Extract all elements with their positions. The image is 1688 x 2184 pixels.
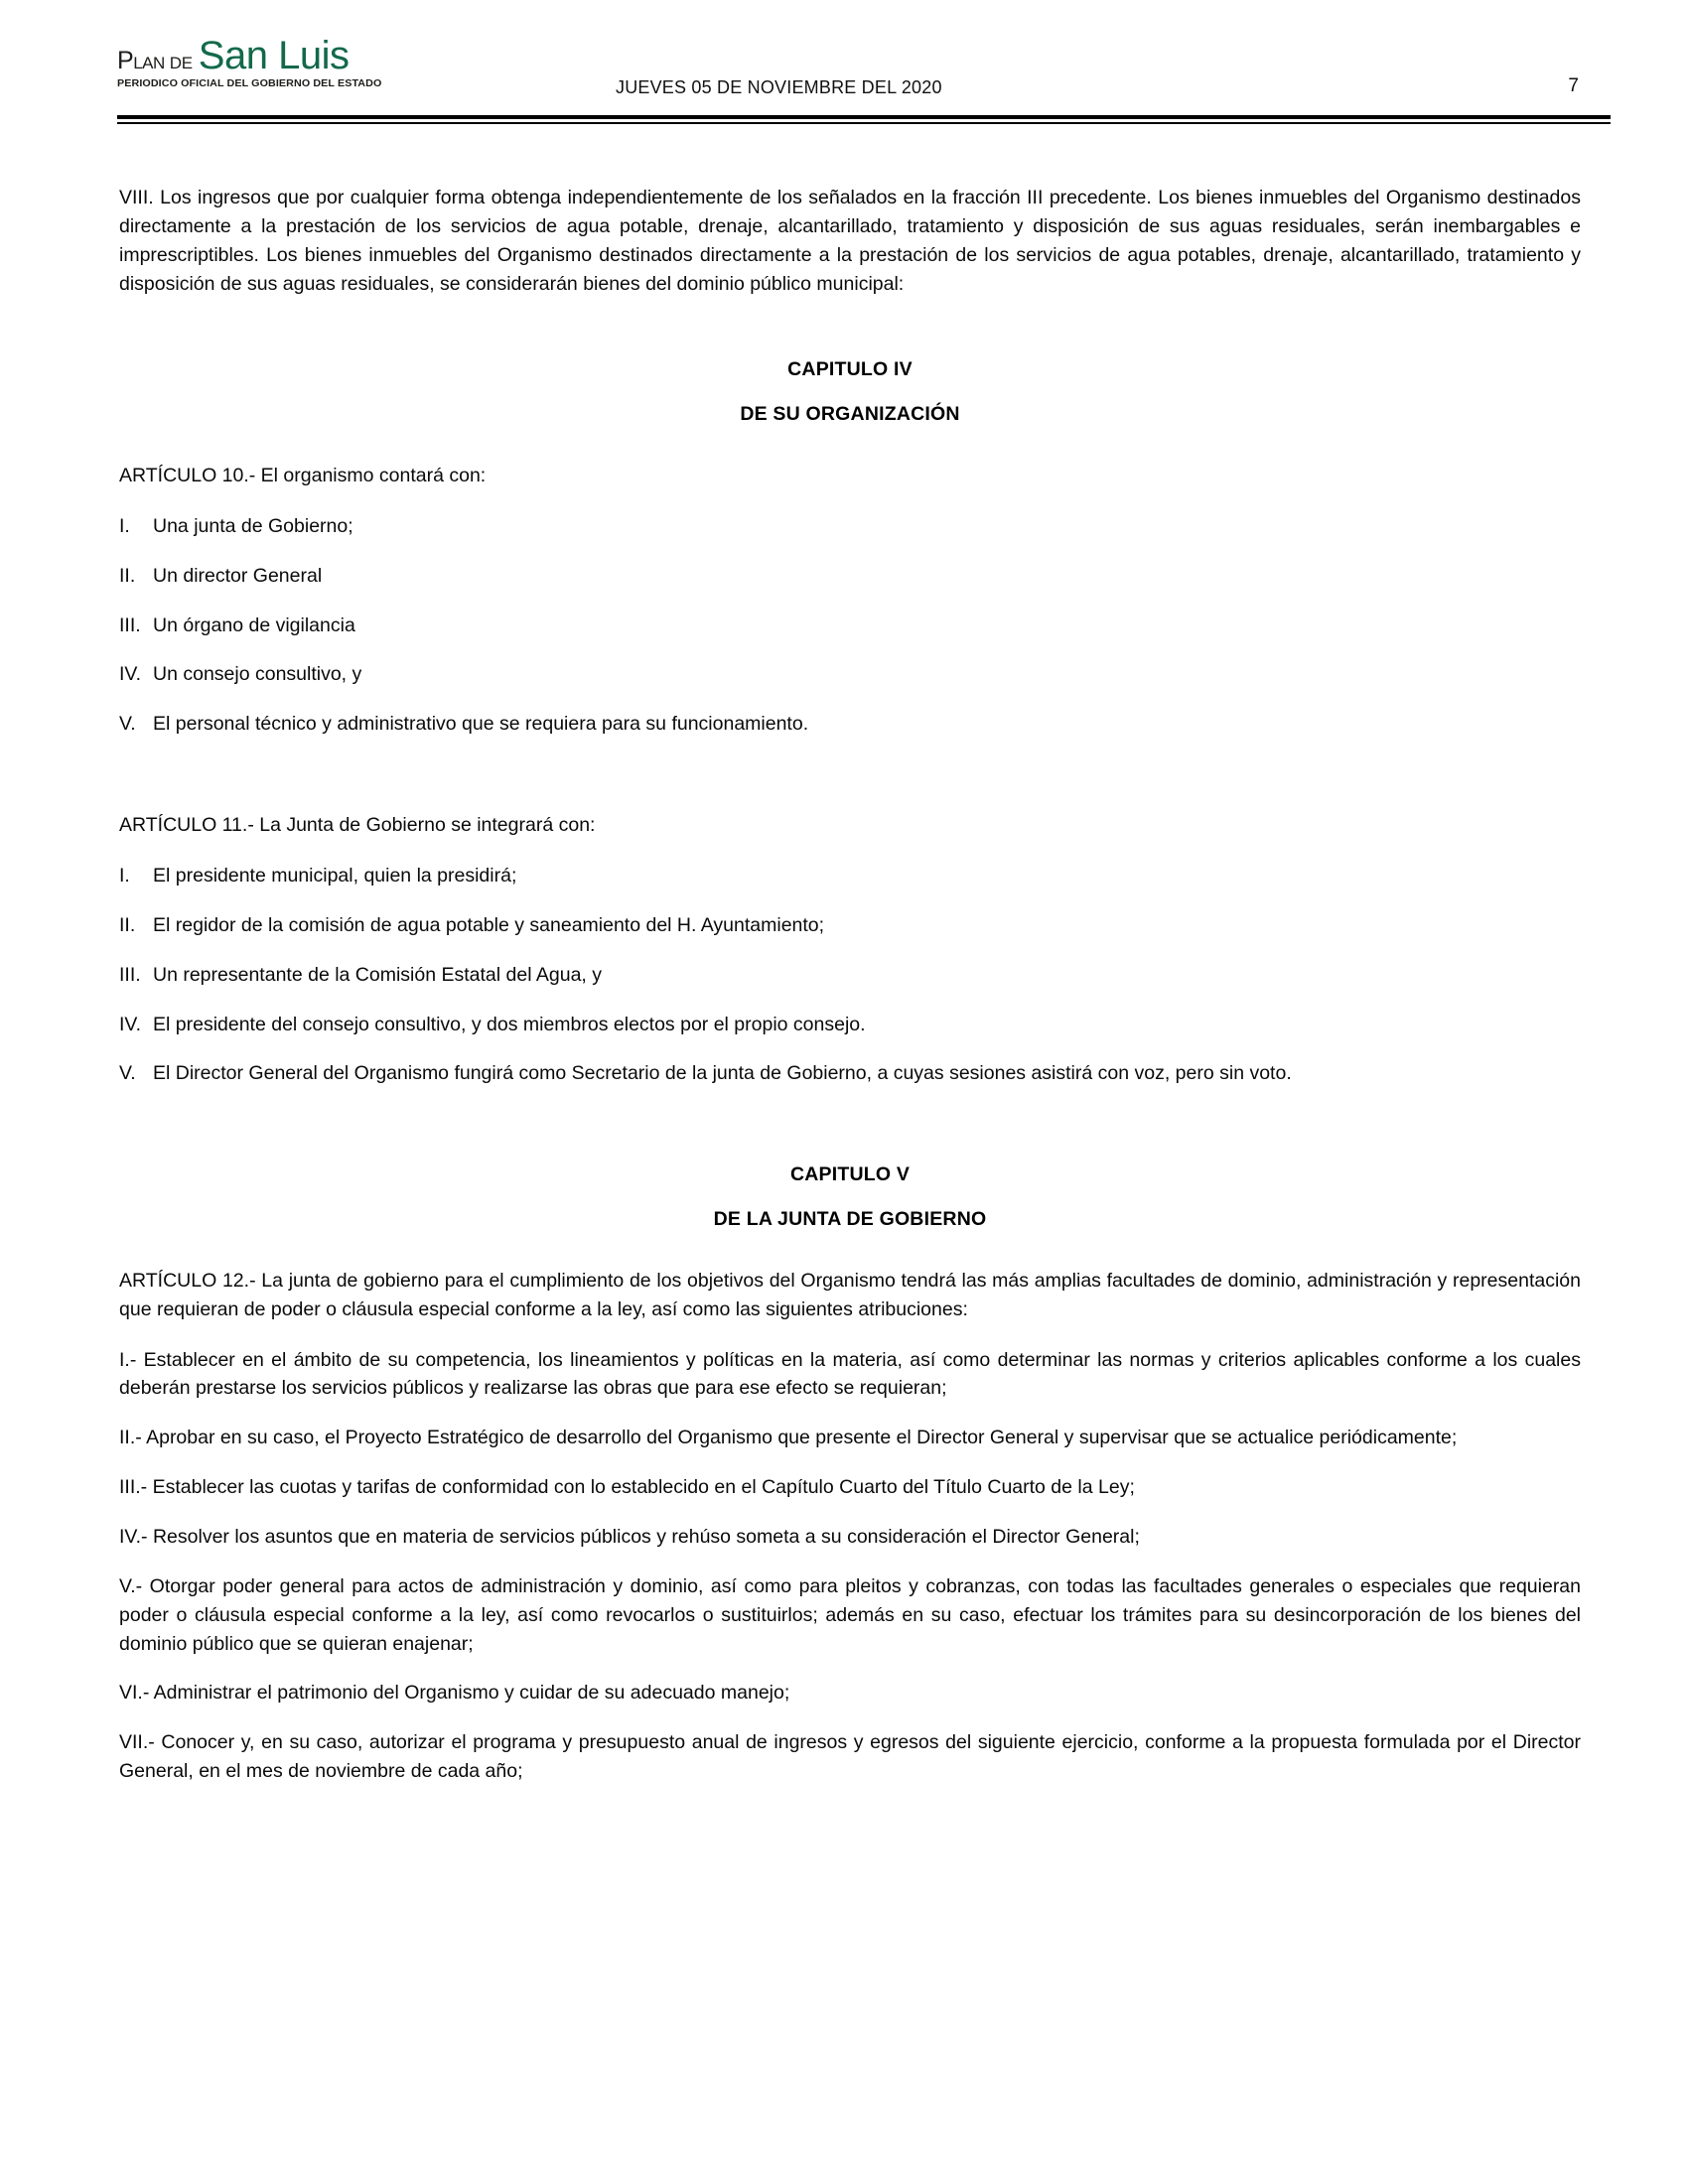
list-item: VII.- Conocer y, en su caso, autorizar el programa y presupuesto anual de ingresos y egresos del siguiente ejercicio, conforme a la propuesta formulada por el Director General, en el mes de noviembre de cada año; xyxy=(119,1731,1581,1783)
list-item xyxy=(119,612,1581,640)
spacer xyxy=(119,496,1581,512)
spacer xyxy=(119,1233,1581,1267)
list-item-text: El regidor de la comisión de agua potable y saneamiento del H. Ayuntamiento; xyxy=(153,913,825,936)
logo-sanluis-text: San Luis xyxy=(198,34,350,77)
header-rule-thick xyxy=(117,115,1611,119)
list-item-text: Un órgano de vigilancia xyxy=(153,614,355,636)
list-item-number: III. xyxy=(119,614,141,636)
article-11-intro: ARTÍCULO 11.- La Junta de Gobierno se integrará con: xyxy=(119,814,596,837)
list-item-text: El Director General del Organismo fungirá como Secretario de la junta de Gobierno, a cuyas sesiones asistirá con voz, pero sin voto. xyxy=(153,1062,1292,1085)
article-12-intro: ARTÍCULO 12.- La junta de gobierno para el cumplimiento de los objetivos del Organismo tendrá las más amplias facultades de dominio, administración y representación que requieran de poder o cláusula especial conforme a la ley, así como las siguientes atribuciones: xyxy=(119,1269,1581,1320)
spacer xyxy=(119,759,1581,811)
chapter-v-subtitle: DE LA JUNTA DE GOBIERNO xyxy=(713,1207,987,1230)
page-number: 7 xyxy=(1568,75,1579,96)
publication-logo xyxy=(117,36,465,89)
spacer xyxy=(119,1109,1581,1160)
list-item xyxy=(119,512,1581,541)
list-item-text: Un director General xyxy=(153,564,323,587)
chapter-iv-subtitle: DE SU ORGANIZACIÓN xyxy=(740,402,960,425)
page-header xyxy=(0,0,1688,107)
list-item-text: Un consejo consultivo, y xyxy=(153,663,362,686)
list-item-number: I. xyxy=(119,514,130,537)
list-item-text: Un representante de la Comisión Estatal del Agua, y xyxy=(153,963,603,986)
list-item: IV.- Resolver los asuntos que en materia de servicios públicos y rehúso someta a su consideración el Director General; xyxy=(119,1525,1140,1548)
list-item: II.- Aprobar en su caso, el Proyecto Estratégico de desarrollo del Organismo que presente el Director General y supervisar que se actualice periódicamente; xyxy=(119,1427,1458,1449)
list-item xyxy=(119,660,1581,689)
list-item xyxy=(119,1011,1581,1039)
list-item-number: IV. xyxy=(119,663,142,686)
list-item-number: II. xyxy=(119,564,136,587)
spacer xyxy=(119,1189,1581,1205)
list-item: VI.- Administrar el patrimonio del Organismo y cuidar de su adecuado manejo; xyxy=(119,1682,790,1705)
logo-plan-initial: P xyxy=(117,47,134,74)
list-item-number: V. xyxy=(119,713,136,736)
logo-wordmark xyxy=(117,36,465,75)
logo-de-text: DE xyxy=(169,54,193,72)
chapter-iv-title: CAPITULO IV xyxy=(787,358,913,381)
header-date: JUEVES 05 DE NOVIEMBRE DEL 2020 xyxy=(616,77,942,97)
list-item xyxy=(119,862,1581,890)
list-item-text: El presidente municipal, quien la presidirá; xyxy=(153,864,517,887)
document-body xyxy=(119,184,1581,1807)
logo-plan-rest: LAN xyxy=(133,54,165,72)
list-item-number: I. xyxy=(119,864,130,887)
list-item-text: Una junta de Gobierno; xyxy=(153,514,353,537)
list-item xyxy=(119,961,1581,990)
list-item xyxy=(119,562,1581,591)
chapter-v-title: CAPITULO V xyxy=(789,1163,911,1186)
list-item xyxy=(119,1059,1581,1088)
spacer xyxy=(119,1330,1581,1346)
spacer xyxy=(119,384,1581,400)
article-10-intro: ARTÍCULO 10.- El organismo contará con: xyxy=(119,464,487,486)
spacer xyxy=(119,428,1581,462)
list-item: III.- Establecer las cuotas y tarifas de conformidad con lo establecido en el Capítulo Cuarto del Título Cuarto de la Ley; xyxy=(119,1476,1135,1499)
list-item: I.- Establecer en el ámbito de su competencia, los lineamientos y políticas en la materia, así como determinar las normas y criterios aplicables conforme a los cuales deberán prestarse los servicios públicos y realizarse las obras que para ese efecto se requieran; xyxy=(119,1348,1581,1400)
header-divider xyxy=(117,115,1611,124)
header-rule-thin xyxy=(117,122,1611,124)
list-item: V.- Otorgar poder general para actos de administración y dominio, así como para pleitos y cobranzas, con todas las facultades generales o especiales que requieran poder o cláusula especial conforme a la ley, así como revocarlos o sustituirlos; además en su caso, efectuar los trámites para su desincorporación de los bienes del dominio público que se quieran enajenar; xyxy=(119,1574,1581,1655)
list-item-text: El personal técnico y administrativo que se requiera para su funcionamiento. xyxy=(153,713,809,736)
spacer xyxy=(119,304,1581,355)
list-item-number: V. xyxy=(119,1062,136,1085)
list-item-text: El presidente del consejo consultivo, y dos miembros electos por el propio consejo. xyxy=(153,1013,866,1035)
logo-plan-text xyxy=(117,49,165,73)
paragraph-fraction-viii: VIII. Los ingresos que por cualquier forma obtenga independientemente de los señalados en la fracción III precedente. Los bienes inmuebles del Organismo destinados directamente a la prestación de los servicios de agua potable, drenaje, alcantarillado, tratamiento y disposición de sus aguas residuales, serán inembargables e imprescriptibles. Los bienes inmuebles del Organismo destinados directamente a la prestación de los servicios de agua potables, drenaje, alcantarillado, tratamiento y disposición de sus aguas residuales, se considerarán bienes del dominio público municipal: xyxy=(119,187,1581,295)
list-item xyxy=(119,710,1581,739)
list-item-number: IV. xyxy=(119,1013,142,1035)
list-item-number: III. xyxy=(119,963,141,986)
list-item xyxy=(119,911,1581,940)
list-item-number: II. xyxy=(119,913,136,936)
spacer xyxy=(119,846,1581,862)
logo-subtitle: PERIODICO OFICIAL DEL GOBIERNO DEL ESTADO xyxy=(117,77,382,89)
